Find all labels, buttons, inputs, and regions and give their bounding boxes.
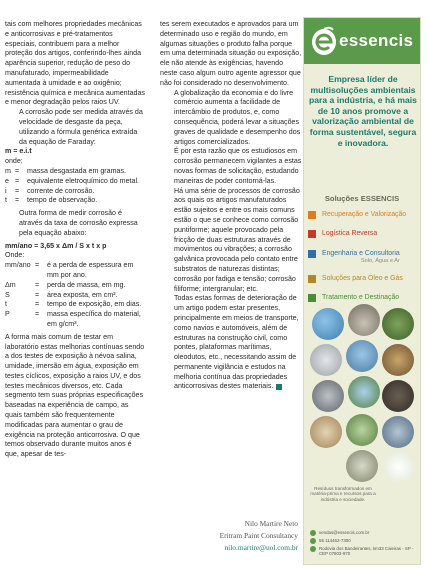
photo-circle xyxy=(346,340,378,372)
contact-phone: 55 114462-7300 xyxy=(310,538,418,544)
definition-row: i = corrente de corrosão. xyxy=(5,186,95,195)
paragraph: É por esta razão que os estudiosos em corrosão permanecem vigilantes a estas novas formas de solicitação, estudando maneiras de poder contorná-las. xyxy=(174,147,302,185)
photo-circle xyxy=(346,450,378,482)
solution-item: Soluções para Óleo e Gás xyxy=(308,275,418,283)
paragraph: A globalização da economia e do livre comércio aumenta a facilidade de intercâmbio de produtos, e, como consequência, poderá levar a situações graves de qualidade e desempenho dos artigos comercializados. xyxy=(174,88,301,146)
paragraph: Todas estas formas de deterioração de um artigo podem estar presentes, principalmente em meios de transporte, como navios e automóveis, além de estruturas na construção civil, como pontes, plataformas marítimas, oleodutos, etc., necessitando assim de permanente vigilância e estudos na melhoria contínua das propriedades anticorrosivas destes materiais. xyxy=(174,294,299,391)
paragraph: Outra forma de medir corrosão é através da taxa de corrosão expressa pela equação abaixo: xyxy=(19,209,138,237)
definition-row: e = equivalente eletroquímico do metal. xyxy=(5,176,139,185)
paragraph: A corrosão pode ser medida através da velocidade de desgaste da peça, utilizando a fórmula genérica extraída da equação de Faraday: xyxy=(19,108,143,146)
definition-row: P = massa específica do material, em g/cm³. xyxy=(5,310,141,328)
photo-circle xyxy=(382,344,414,376)
photo-circle xyxy=(382,416,414,448)
essencis-advertisement xyxy=(303,17,421,565)
equation: mm/ano = 3,65 x Δm / S x t x p xyxy=(5,241,107,250)
location-icon xyxy=(310,546,316,552)
where-label: onde: xyxy=(5,157,23,166)
paragraph: Há uma série de processos de corrosão aos quais os artigos manufaturados estão sujeitos e entre os mais comuns estão o que se conhece como corrosão puntiforme; aquele provocado pela fricção de duas estruturas através de movimentos ou vibrações; a corrosão galvânica provocada pelo contato entre substratos de naturezas distintas; corrosão por fadiga e tensão; corrosão filiforme; intergranular; etc. xyxy=(174,186,300,293)
solution-item: Tratamento e Destinação xyxy=(308,294,418,302)
solution-item: Logística Reversa xyxy=(308,230,418,238)
photo-circle xyxy=(312,380,344,412)
author-company: Eritram Paint Consultancy xyxy=(219,531,298,540)
solution-item: Recuperação e Valorização xyxy=(308,211,418,219)
paragraph: tais com melhores propriedades mecânicas e anticorrosivas e pré-tratamentos especiais, contribuem para a melhor proteção dos artigos, conferindo-lhes ainda aparência superior, redução de peso do manufaturado, impermeabilidade aumentada à umidade e ao oxigênio; resistência química e mecânica aumentadas e menor degradação pelos raios UV. xyxy=(5,20,145,107)
orange-square-icon xyxy=(308,211,316,219)
ad-headline: Empresa líder de multisoluções ambientais para a indústria, e há mais de 10 anos promove a valorização ambiental de forma sustentável, segura e inovadora. xyxy=(309,74,417,148)
equation: m = e.i.t xyxy=(5,147,32,156)
paragraph: tes serem executados e aprovados para um determinado uso e região do mundo, em algumas situações o produto falha porque em uma determinada situação ou exposição, ele não atende às exigências, havendo neste caso algum outro agente agressor que não foi considerado no desenvolvimento. xyxy=(160,20,302,87)
contact-address: Rodovia dos Bandeirantes, km33 Caieiras - SP - CEP 07803-970 xyxy=(310,546,418,556)
phone-icon xyxy=(310,538,316,544)
photo-circle xyxy=(310,344,342,376)
definition-row: t = tempo de observação. xyxy=(5,196,98,205)
essencis-logo-icon xyxy=(310,25,338,57)
email-icon xyxy=(310,530,316,536)
recycle-icon xyxy=(384,452,414,482)
where-label: Onde: xyxy=(5,251,25,260)
definition-row: m = massa desgastada em gramas. xyxy=(5,166,126,175)
ad-header xyxy=(304,18,420,64)
gold-square-icon xyxy=(308,275,316,283)
solution-item: Engenharia e Consultoria Solo, Água e Ar xyxy=(308,250,418,265)
paragraph: A forma mais comum de testar em laboratório estas melhorias contínuas sendo a dos testes de exposição à névoa salina, umidade, imersão em água, exposição em testes cíclicos, exposição a raios UV, e dos testes mecânicos diversos, etc. Cada segmento tem suas próprias especificações baseadas na experiência de campo, as quais também são frequentemente modificadas para aumentar o grau de exigência na proteção anticorrosiva. O que temos observado durante muitos anos é que, apesar de tes- xyxy=(5,332,145,459)
photo-circle xyxy=(312,308,344,340)
end-of-article-mark xyxy=(276,384,282,390)
photo-circle xyxy=(348,376,380,408)
red-square-icon xyxy=(308,230,316,238)
photo-collage xyxy=(310,300,416,500)
photo-circle xyxy=(346,414,378,446)
solutions-title: Soluções ESSENCIS xyxy=(324,194,400,203)
article-column-2 xyxy=(160,20,302,392)
blue-square-icon xyxy=(308,250,316,258)
ad-footer-note: Resíduos transformados em matéria-prima e recursos para a indústria e sociedade. xyxy=(310,486,376,502)
definition-row: Δm = perda de massa, em mg. xyxy=(5,280,126,289)
brand-logo: essencis xyxy=(339,31,414,50)
photo-circle xyxy=(382,380,414,412)
photo-circle xyxy=(382,308,414,340)
author-name: Nilo Martire Neto xyxy=(244,519,298,528)
definition-row: S = área exposta, em cm². xyxy=(5,290,118,299)
photo-circle xyxy=(348,304,380,336)
photo-circle xyxy=(310,416,342,448)
definition-row: t = tempo de exposição, em dias. xyxy=(5,300,142,309)
article-column-1 xyxy=(5,20,146,460)
author-email[interactable]: nilo.martire@uol.com.br xyxy=(224,543,298,552)
contact-info xyxy=(310,530,418,558)
definition-row: mm/ano = é a perda de espessura em mm por ano. xyxy=(5,261,134,279)
contact-email[interactable]: vendas@essencis.com.br xyxy=(310,530,418,536)
